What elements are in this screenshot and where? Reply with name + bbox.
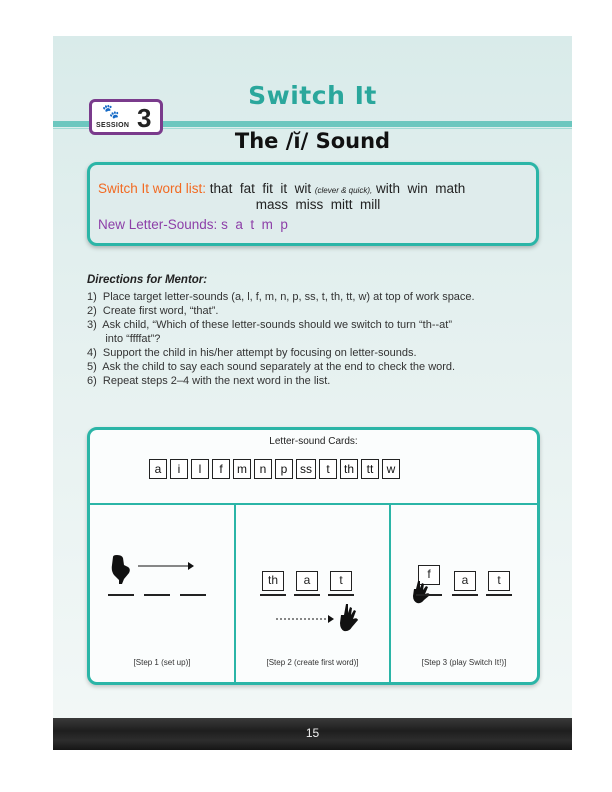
word-tile: th: [262, 571, 284, 591]
letter-card: n: [254, 459, 272, 479]
word-tile: a: [454, 571, 476, 591]
word-list-box: [87, 162, 539, 246]
blank-line: [452, 594, 478, 596]
blank-line: [416, 594, 442, 596]
paw-icon: 🐾: [102, 103, 120, 119]
word-list-note: (clever & quick),: [314, 186, 373, 195]
page-title: Switch It: [248, 81, 377, 110]
new-letter-sounds-value: s a t m p: [221, 217, 288, 232]
step-2-caption: [Step 2 (create first word)]: [266, 658, 359, 667]
session-number: 3: [137, 103, 152, 133]
step-3-caption: [Step 3 (play Switch It!)]: [421, 658, 507, 667]
word-list-label: Switch It word list:: [98, 181, 207, 196]
word-list: [98, 181, 538, 212]
blank-line: [144, 594, 170, 596]
letter-card: ss: [296, 459, 316, 479]
blank-line: [108, 594, 134, 596]
word-list-line2: mass miss mitt mill: [255, 197, 381, 212]
direction-item: into “ffffat”?: [87, 333, 161, 345]
page: [53, 36, 572, 750]
letter-card: th: [340, 459, 358, 479]
cards-heading: Letter-sound Cards:: [269, 436, 358, 447]
new-letter-sounds-label: New Letter-Sounds:: [98, 217, 218, 232]
blank-line: [180, 594, 206, 596]
blank-line: [294, 594, 320, 596]
letter-card: i: [170, 459, 188, 479]
grabbing-hand-icon: [338, 603, 360, 633]
panel-divider: [234, 505, 236, 682]
blank-line: [486, 594, 512, 596]
grabbing-hand-icon: [412, 580, 432, 604]
direction-item: 1) Place target letter-sounds (a, l, f, m, n, p, ss, t, th, tt, w) at top of work space.: [87, 291, 475, 303]
directions-heading: Directions for Mentor:: [87, 274, 208, 286]
blank-line: [328, 594, 354, 596]
directions-list: [87, 290, 567, 388]
cards-row: [149, 459, 400, 481]
word-list-tail: with win math: [375, 181, 466, 196]
letter-sound-cards-panel: [87, 427, 540, 685]
direction-item: 2) Create first word, “that”.: [87, 305, 219, 317]
direction-item: 6) Repeat steps 2–4 with the next word in the list.: [87, 375, 331, 387]
session-label: SESSION: [96, 122, 130, 129]
page-number: 15: [305, 726, 320, 740]
word-tile: f: [418, 565, 440, 585]
letter-card: l: [191, 459, 209, 479]
letter-card: t: [319, 459, 337, 479]
letter-card: f: [212, 459, 230, 479]
word-tile: a: [296, 571, 318, 591]
letter-card: m: [233, 459, 251, 479]
page-footer: [53, 718, 572, 750]
word-tile: t: [330, 571, 352, 591]
blank-line: [260, 594, 286, 596]
letter-card: a: [149, 459, 167, 479]
word-tile: t: [488, 571, 510, 591]
arrow-right-icon: [138, 561, 194, 571]
letter-card: w: [382, 459, 400, 479]
letter-card: p: [275, 459, 293, 479]
word-list-words: that fat fit it wit: [209, 181, 312, 196]
page-subtitle: The /ĭ/ Sound: [234, 129, 391, 153]
pointing-hand-icon: [108, 555, 132, 585]
direction-item: 4) Support the child in his/her attempt by focusing on letter-sounds.: [87, 347, 417, 359]
panel-divider: [389, 505, 391, 682]
panel-divider: [90, 503, 537, 505]
direction-item: 3) Ask child, “Which of these letter-sounds should we switch to turn “th--at”: [87, 319, 452, 331]
step-1-caption: [Step 1 (set up)]: [133, 658, 191, 667]
letter-card: tt: [361, 459, 379, 479]
new-letter-sounds: [98, 217, 288, 232]
dotted-arrow-icon: [276, 614, 334, 624]
direction-item: 5) Ask the child to say each sound separately at the end to check the word.: [87, 361, 456, 373]
